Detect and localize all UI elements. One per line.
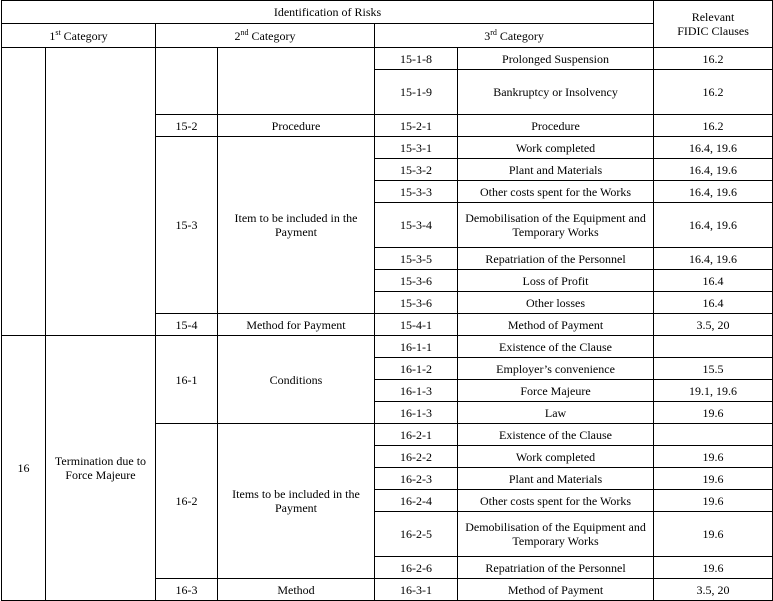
category-3-desc: Work completed	[458, 137, 654, 159]
category-3-desc: Demobilisation of the Equipment and Temporary Works	[458, 512, 654, 557]
category-3-code: 15-2-1	[375, 115, 458, 137]
category-3-desc: Employer’s convenience	[458, 358, 654, 380]
relevant-line2: FIDIC Clauses	[677, 24, 749, 38]
fidic-clause: 19.6	[654, 446, 773, 468]
category-3-header: 3rd Category	[375, 24, 654, 48]
fidic-clause: 19.6	[654, 512, 773, 557]
category-3-desc: Repatriation of the Personnel	[458, 557, 654, 579]
category-3-code: 16-1-3	[375, 380, 458, 402]
category-2-code: 15-2	[156, 115, 218, 137]
category-2-code: 15-3	[156, 137, 218, 314]
category-3-desc: Existence of the Clause	[458, 424, 654, 446]
risk-identification-table	[1, 0, 773, 601]
fidic-clause: 16.4, 19.6	[654, 181, 773, 203]
category-3-desc: Prolonged Suspension	[458, 48, 654, 70]
category-3-code: 16-2-3	[375, 468, 458, 490]
fidic-clause: 16.2	[654, 115, 773, 137]
category-3-desc: Other costs spent for the Works	[458, 490, 654, 512]
fidic-clause: 15.5	[654, 358, 773, 380]
category-3-desc: Method of Payment	[458, 314, 654, 336]
category-2-name: Item to be included in the Payment	[218, 137, 375, 314]
category-3-code: 16-2-1	[375, 424, 458, 446]
category-2-name: Conditions	[218, 336, 375, 424]
category-2-header: 2nd Category	[156, 24, 375, 48]
category-3-code: 15-3-1	[375, 137, 458, 159]
fidic-clause: 16.4	[654, 270, 773, 292]
category-3-desc: Existence of the Clause	[458, 336, 654, 358]
category-3-code: 15-3-6	[375, 292, 458, 314]
category-3-desc: Work completed	[458, 446, 654, 468]
category-3-desc: Demobilisation of the Equipment and Temporary Works	[458, 203, 654, 248]
category-3-desc: Other costs spent for the Works	[458, 181, 654, 203]
category-1-code	[2, 48, 46, 336]
relevant-clauses-header	[654, 1, 773, 48]
category-3-desc: Method of Payment	[458, 579, 654, 601]
category-3-desc: Plant and Materials	[458, 468, 654, 490]
category-1-name	[46, 48, 156, 336]
category-2-code	[156, 48, 218, 115]
category-3-code: 15-1-8	[375, 48, 458, 70]
fidic-clause: 16.4, 19.6	[654, 137, 773, 159]
category-3-code: 15-1-9	[375, 70, 458, 115]
fidic-clause: 19.6	[654, 402, 773, 424]
category-3-desc: Bankruptcy or Insolvency	[458, 70, 654, 115]
category-1-name: Termination due to Force Majeure	[46, 336, 156, 601]
category-3-desc: Law	[458, 402, 654, 424]
category-3-code: 16-2-6	[375, 557, 458, 579]
category-2-code: 16-2	[156, 424, 218, 579]
category-3-code: 15-3-4	[375, 203, 458, 248]
fidic-clause: 3.5, 20	[654, 579, 773, 601]
header-row	[2, 1, 773, 24]
category-3-code: 15-3-2	[375, 159, 458, 181]
fidic-clause: 3.5, 20	[654, 314, 773, 336]
fidic-clause: 16.4, 19.6	[654, 203, 773, 248]
fidic-clause: 19.6	[654, 557, 773, 579]
fidic-clause: 19.6	[654, 490, 773, 512]
category-3-desc: Force Majeure	[458, 380, 654, 402]
category-3-code: 15-3-3	[375, 181, 458, 203]
category-3-code: 16-1-1	[375, 336, 458, 358]
category-3-desc: Other losses	[458, 292, 654, 314]
category-3-code: 15-3-5	[375, 248, 458, 270]
category-3-desc: Procedure	[458, 115, 654, 137]
category-2-name: Items to be included in the Payment	[218, 424, 375, 579]
category-2-code: 16-1	[156, 336, 218, 424]
category-2-code: 15-4	[156, 314, 218, 336]
category-2-name: Method for Payment	[218, 314, 375, 336]
fidic-clause: 16.4, 19.6	[654, 159, 773, 181]
category-2-code: 16-3	[156, 579, 218, 601]
identification-header: Identification of Risks	[2, 1, 654, 24]
category-2-name: Procedure	[218, 115, 375, 137]
category-3-desc: Plant and Materials	[458, 159, 654, 181]
fidic-clause: 16.2	[654, 48, 773, 70]
category-3-code: 16-2-5	[375, 512, 458, 557]
category-2-name: Method	[218, 579, 375, 601]
category-3-code: 16-1-2	[375, 358, 458, 380]
table-row	[2, 336, 773, 358]
fidic-clause	[654, 336, 773, 358]
fidic-clause: 16.2	[654, 70, 773, 115]
table-row	[2, 48, 773, 70]
category-2-name	[218, 48, 375, 115]
fidic-clause	[654, 424, 773, 446]
fidic-clause: 16.4	[654, 292, 773, 314]
category-3-desc: Loss of Profit	[458, 270, 654, 292]
fidic-clause: 16.4, 19.6	[654, 248, 773, 270]
category-3-code: 15-3-6	[375, 270, 458, 292]
category-3-code: 16-3-1	[375, 579, 458, 601]
category-1-header: 1st Category	[2, 24, 156, 48]
relevant-line1: Relevant	[691, 10, 735, 24]
category-3-code: 16-2-2	[375, 446, 458, 468]
category-3-desc: Repatriation of the Personnel	[458, 248, 654, 270]
category-1-code: 16	[2, 336, 46, 601]
category-3-code: 16-2-4	[375, 490, 458, 512]
fidic-clause: 19.1, 19.6	[654, 380, 773, 402]
category-3-code: 15-4-1	[375, 314, 458, 336]
category-3-code: 16-1-3	[375, 402, 458, 424]
fidic-clause: 19.6	[654, 468, 773, 490]
